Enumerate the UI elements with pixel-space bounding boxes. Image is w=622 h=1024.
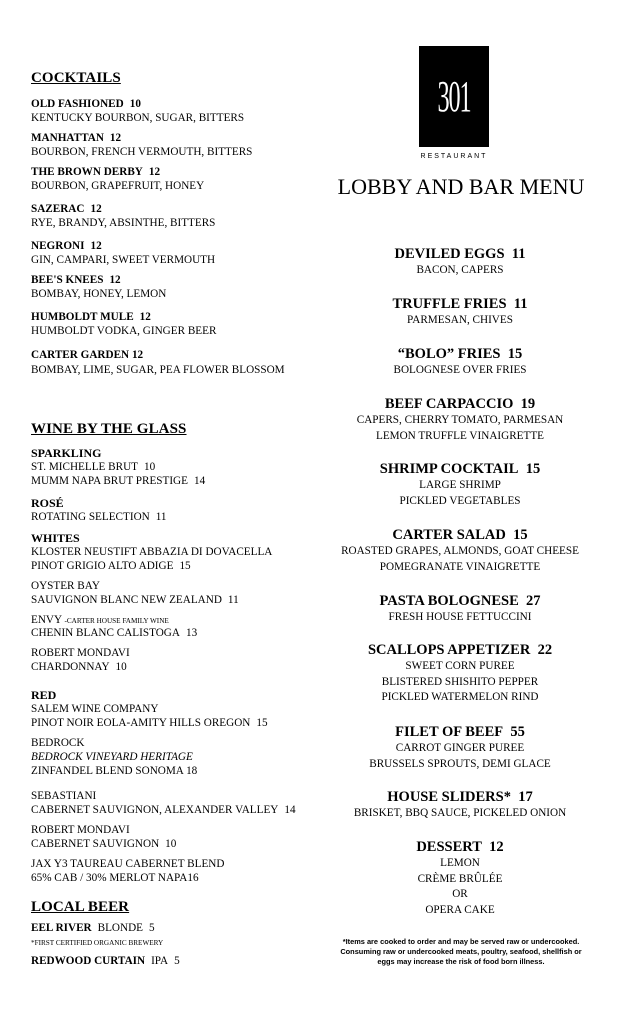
beer-item: REDWOOD CURTAIN IPA 5 [31, 955, 180, 967]
wine-item: PINOT NOIR EOLA-AMITY HILLS OREGON 15 [31, 717, 268, 729]
food-name: DEVILED EGGS [394, 246, 505, 262]
food-desc: ROASTED GRAPES, ALMONDS, GOAT CHEESE [341, 545, 579, 557]
food-name: PASTA BOLOGNESE [379, 593, 519, 609]
food-desc: POMEGRANATE VINAIGRETTE [379, 560, 541, 573]
food-name: FILET OF BEEF [395, 724, 504, 740]
cocktail-desc: HUMBOLDT VODKA, GINGER BEER [31, 325, 217, 337]
food-item-carter-salad [325, 526, 595, 575]
cocktail-desc: BOURBON, GRAPEFRUIT, HONEY [31, 180, 205, 192]
wine-item: MUMM NAPA BRUT PRESTIGE 14 [31, 475, 206, 487]
food-desc: PARMESAN, CHIVES [407, 314, 513, 326]
food-price: 55 [510, 724, 525, 740]
wine-item: CABERNET SAUVIGNON, ALEXANDER VALLEY 14 [31, 804, 296, 816]
food-desc: LEMON TRUFFLE VINAIGRETTE [375, 429, 544, 442]
beer-note: *FIRST CERTIFIED ORGANIC BREWERY [31, 939, 164, 947]
food-price: 17 [518, 789, 533, 805]
red-label: RED [31, 688, 57, 702]
food-item-house-sliders [325, 788, 595, 822]
cocktail-name: CARTER GARDEN 12 [31, 349, 144, 361]
whites-label: WHITES [31, 531, 80, 545]
cocktail-name: NEGRONI 12 [31, 240, 102, 252]
food-item-pasta-bolognese [325, 592, 595, 626]
food-item-beef-carpaccio [325, 395, 595, 444]
logo-number: 301 [437, 72, 471, 121]
food-name: BEEF CARPACCIO [384, 396, 514, 412]
food-desc: BLISTERED SHISHITO PEPPER [381, 675, 539, 688]
wine-item: ROBERT MONDAVI [31, 824, 130, 836]
wine-item: CHENIN BLANC CALISTOGA 13 [31, 627, 198, 639]
food-name: CARTER SALAD [392, 527, 506, 543]
food-price: 15 [513, 527, 528, 543]
food-desc: CAPERS, CHERRY TOMATO, PARMESAN [356, 414, 564, 426]
food-price: 11 [511, 246, 526, 262]
food-name: TRUFFLE FRIES [392, 296, 507, 312]
food-item-scallops-appetizer [325, 641, 595, 706]
cocktails-heading: COCKTAILS [31, 70, 121, 86]
food-price: 15 [507, 346, 523, 362]
wine-item: OYSTER BAY [31, 580, 100, 592]
cocktail-name: SAZERAC 12 [31, 203, 102, 215]
sparkling-label: SPARKLING [31, 446, 102, 460]
food-desc: BACON, CAPERS [416, 264, 504, 276]
food-item-bolo-fries [325, 345, 595, 379]
food-desc: LEMON [440, 857, 480, 869]
logo-subtitle: RESTAURANT [420, 153, 488, 160]
food-item-filet-of-beef [325, 723, 595, 772]
wine-item: 65% CAB / 30% MERLOT NAPA16 [31, 872, 199, 884]
wine-item: ROTATING SELECTION 11 [31, 511, 167, 523]
beer-item: EEL RIVER BLONDE 5 [31, 922, 155, 934]
food-name: SHRIMP COCKTAIL [379, 461, 519, 477]
cocktail-name: THE BROWN DERBY 12 [31, 166, 161, 178]
food-item-deviled-eggs [325, 245, 595, 279]
cocktail-desc: BOMBAY, HONEY, LEMON [31, 288, 167, 300]
food-desc: BRUSSELS SPROUTS, DEMI GLACE [369, 757, 551, 770]
wine-item: ENVY -CARTER HOUSE FAMILY WINE [31, 614, 169, 626]
food-name: SCALLOPS APPETIZER [367, 642, 531, 658]
food-desc: LARGE SHRIMP [419, 479, 501, 491]
wine-heading: WINE BY THE GLASS [31, 421, 187, 437]
wine-item: PINOT GRIGIO ALTO ADIGE 15 [31, 560, 191, 572]
food-desc: FRESH HOUSE FETTUCCINI [388, 611, 532, 623]
wine-item: BEDROCK [31, 737, 85, 749]
wine-item: CABERNET SAUVIGNON 10 [31, 838, 177, 850]
food-desc: BOLOGNESE OVER FRIES [393, 364, 527, 376]
cocktail-name: HUMBOLDT MULE 12 [31, 311, 151, 323]
wine-item: SEBASTIANI [31, 790, 97, 802]
food-desc: OR [452, 888, 468, 900]
food-desc: BRISKET, BBQ SAUCE, PICKELED ONION [353, 807, 567, 819]
food-price: 11 [513, 296, 528, 312]
cocktail-name: BEE'S KNEES 12 [31, 274, 121, 286]
wine-item: ZINFANDEL BLEND SONOMA 18 [31, 765, 198, 777]
food-price: 22 [537, 642, 553, 658]
food-item-dessert [325, 838, 595, 918]
rose-label: ROSÉ [31, 496, 64, 510]
cocktail-name: OLD FASHIONED 10 [31, 98, 141, 110]
food-name: “BOLO” FRIES [397, 346, 501, 362]
food-name: DESSERT [416, 839, 482, 855]
menu-title: LOBBY AND BAR MENU [337, 174, 585, 199]
beer-heading: LOCAL BEER [31, 899, 130, 915]
food-item-shrimp-cocktail [325, 460, 595, 509]
cocktail-desc: RYE, BRANDY, ABSINTHE, BITTERS [31, 217, 216, 229]
wine-item: SALEM WINE COMPANY [31, 703, 159, 715]
wine-item: KLOSTER NEUSTIFT ABBAZIA DI DOVACELLA [31, 546, 273, 558]
food-price: 15 [525, 461, 541, 477]
cocktail-desc: KENTUCKY BOURBON, SUGAR, BITTERS [31, 112, 245, 124]
food-item-truffle-fries [325, 295, 595, 329]
wine-item: BEDROCK VINEYARD HERITAGE [31, 751, 193, 763]
wine-item: ST. MICHELLE BRUT 10 [31, 461, 156, 473]
food-desc: OPERA CAKE [425, 903, 495, 916]
cocktail-name: MANHATTAN 12 [31, 132, 122, 144]
food-desc: CRÈME BRÛLÉE [417, 872, 503, 885]
food-price: 19 [520, 396, 536, 412]
wine-item: SAUVIGNON BLANC NEW ZEALAND 11 [31, 594, 239, 606]
wine-item: JAX Y3 TAUREAU CABERNET BLEND [31, 858, 225, 870]
cocktail-desc: GIN, CAMPARI, SWEET VERMOUTH [31, 254, 216, 266]
food-desc: CARROT GINGER PUREE [395, 742, 525, 754]
cocktail-desc: BOMBAY, LIME, SUGAR, PEA FLOWER BLOSSOM [31, 364, 285, 376]
food-desc: SWEET CORN PUREE [405, 660, 515, 672]
wine-item: ROBERT MONDAVI [31, 647, 130, 659]
food-desc: PICKLED VEGETABLES [399, 494, 521, 507]
cocktail-desc: BOURBON, FRENCH VERMOUTH, BITTERS [31, 146, 253, 158]
food-desc: PICKLED WATERMELON RIND [381, 691, 539, 703]
wine-item: CHARDONNAY 10 [31, 661, 127, 673]
restaurant-logo [419, 46, 489, 147]
food-name: HOUSE SLIDERS* [387, 789, 511, 805]
food-price: 12 [489, 839, 504, 855]
food-price: 27 [526, 593, 541, 609]
food-disclaimer: *Items are cooked to order and may be served raw or undercooked. Consuming raw or undercooked meats, poultry, seafood, shellfish or eggs may increase the risk of food born illness. [340, 937, 582, 966]
